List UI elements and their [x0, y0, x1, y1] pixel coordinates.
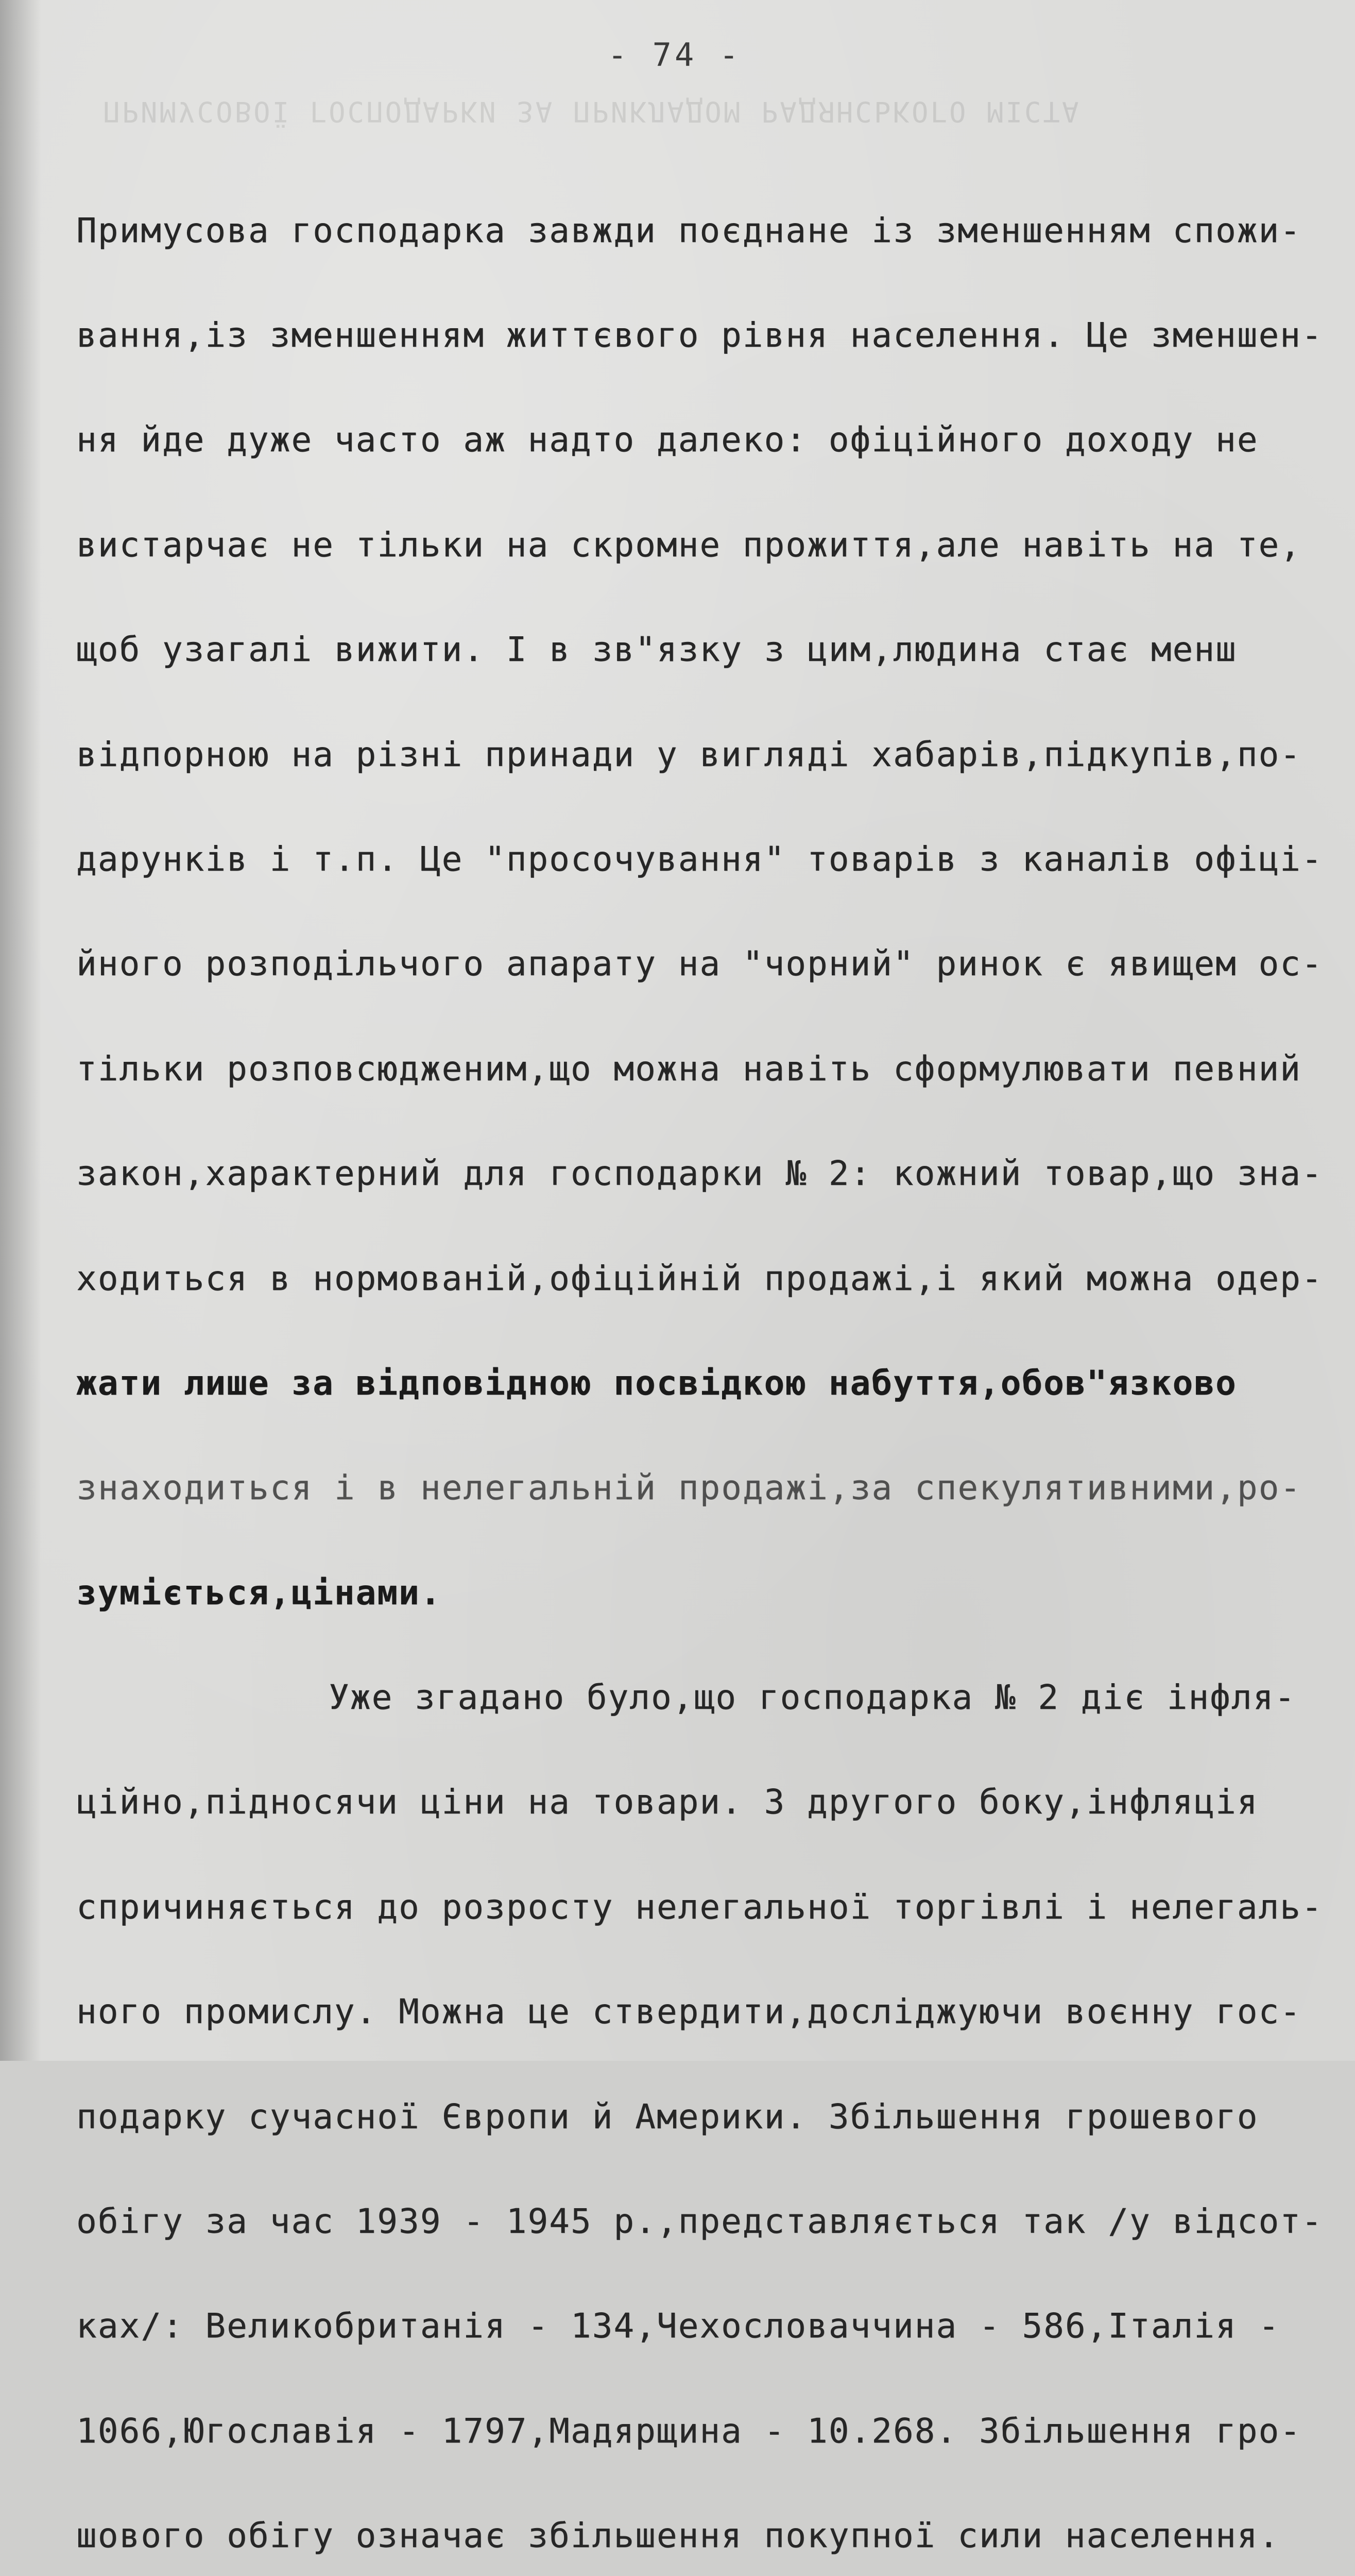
text-line: жати лише за відповідною посвідкою набуття,обов"язково — [76, 1363, 1237, 1403]
body-text — [76, 143, 1323, 2576]
text-line: тільки розповсюдженим,що можна навіть сформулювати певний — [76, 1048, 1301, 1089]
page-edge-shadow — [0, 0, 41, 2061]
text-line: відпорною на різні принади у вигляді хабарів,підкупів,по- — [76, 734, 1301, 774]
text-line: йного розподільчого апарату на "чорний" ринок є явищем ос- — [76, 944, 1323, 984]
text-line: дарунків і т.п. Це "просочування" товарів з каналів офіці- — [76, 839, 1323, 879]
text-line: 1066,Югославія - 1797,Мадярщина - 10.268. Збільшення гро- — [76, 2411, 1301, 2451]
text-line: обігу за час 1939 - 1945 р.,представляється так /у відсот- — [76, 2201, 1323, 2242]
text-line: закон,характерний для господарки № 2: кожний товар,що зна- — [76, 1154, 1323, 1194]
text-line: шового обігу означає збільшення покупної сили населення. — [76, 2516, 1280, 2556]
text-line: щоб узагалі вижити. І в зв"язку з цим,людина стає менш — [76, 630, 1237, 670]
text-line: ках/: Великобританія - 134,Чехословаччина - 586,Італія - — [76, 2306, 1280, 2346]
bleed-through-text: ПРИМУСОВОЇ ГОСПОДАРКИ ЗА ПРИКЛАДОМ РАДЯНСЬКОГО МІСТА — [103, 95, 1081, 128]
paragraph-start-line: Уже згадано було,що господарка № 2 діє інфля- — [329, 1677, 1296, 1718]
text-line: ного промислу. Можна це ствердити,досліджуючи воєнну гос- — [76, 1992, 1301, 2032]
text-line: ційно,підносячи ціни на товари. З другого боку,інфляція — [76, 1782, 1259, 1822]
text-line: знаходиться і в нелегальній продажі,за спекулятивними,ро- — [76, 1468, 1301, 1508]
text-line: Примусова господарка завжди поєднане із зменшенням спожи- — [76, 210, 1301, 250]
text-line: ня йде дуже часто аж надто далеко: офіційного доходу не — [76, 420, 1259, 460]
text-line: вання,із зменшенням життєвого рівня населення. Це зменшен- — [76, 315, 1323, 355]
text-line: подарку сучасної Європи й Америки. Збільшення грошевого — [76, 2096, 1259, 2137]
text-line: вистарчає не тільки на скромне прожиття,але навіть на те, — [76, 524, 1301, 565]
page-number: - 74 - — [608, 36, 742, 74]
text-line: спричиняється до розросту нелегальної торгівлі і нелегаль- — [76, 1887, 1323, 1927]
text-line: ходиться в нормованій,офіційній продажі,і який можна одер- — [76, 1258, 1323, 1298]
text-line: зуміється,цінами. — [76, 1572, 442, 1613]
